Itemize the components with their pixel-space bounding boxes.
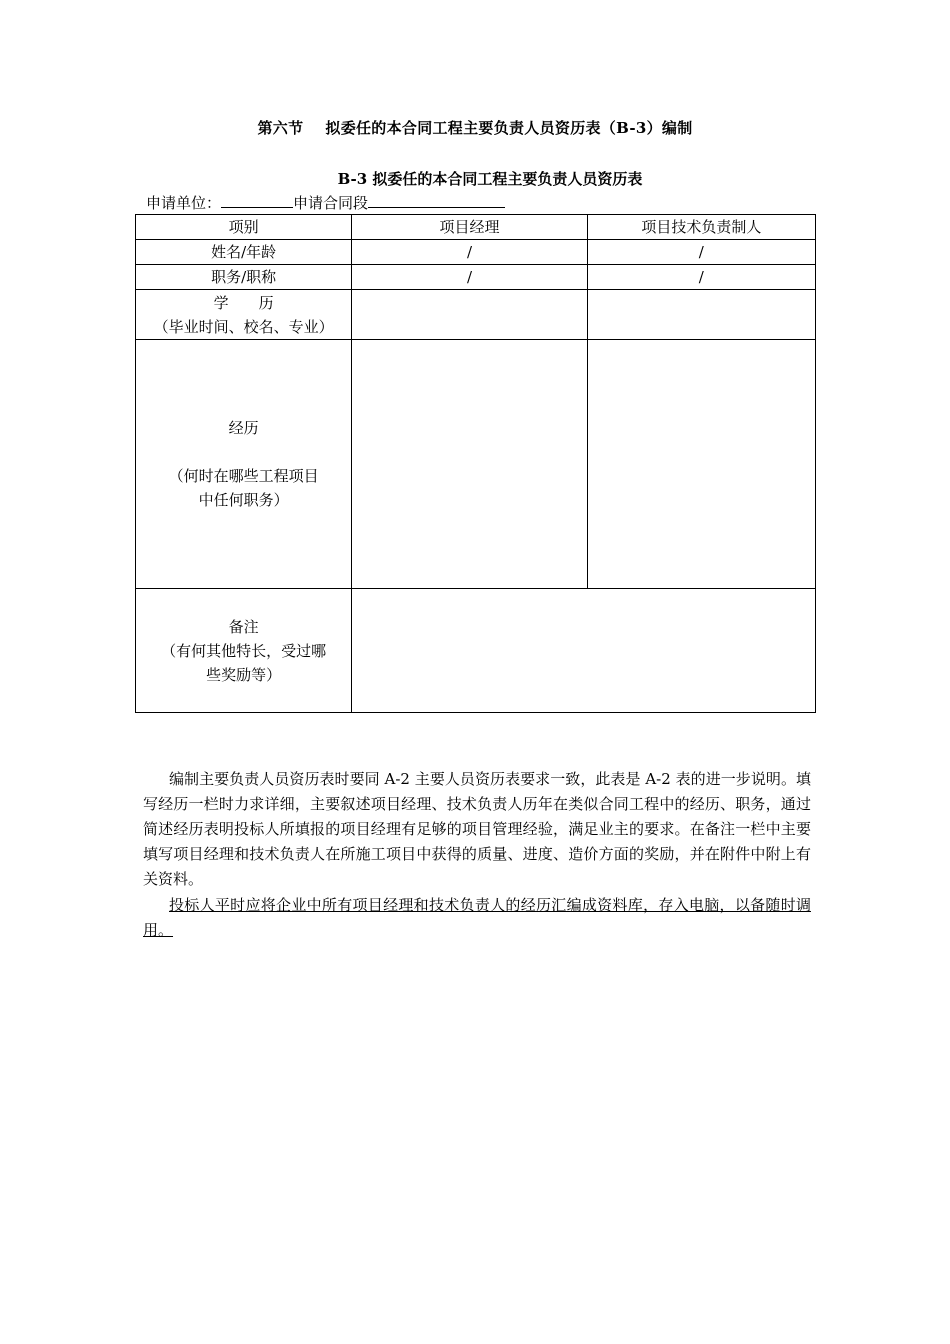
- cell-tl-education: [587, 290, 815, 340]
- cell-pm-experience: [352, 340, 587, 589]
- row-label-name-age: 姓名/年龄: [136, 240, 352, 265]
- instruction-paragraph: 编制主要负责人员资历表时要同 A-2 主要人员资历表要求一致，此表是 A-2 表的进一步说明。填写经历一栏时力求详细，主要叙述项目经理、技术负责人历年在类似合同工程中的经历、职务，通过简述经历表明投标人所填报的项目经理有足够的项目管理经验，满足业主的要求。在备注一栏中主要填写项目经理和技术负责人在所施工项目中获得的质量、进度、造价方面的奖励，并在附件中附上有关资料。: [143, 770, 811, 888]
- table-row: [136, 265, 816, 290]
- row-label-education: [136, 290, 352, 340]
- database-paragraph: 投标人平时应将企业中所有项目经理和技术负责人的经历汇编成资料库，存入电脑，以备随时调用。: [143, 896, 811, 939]
- row-label-position-title: 职务/职称: [136, 265, 352, 290]
- experience-note-line2: 中任何职务）: [198, 491, 289, 509]
- table-title: B-3 拟委任的本合同工程主要负责人员资历表: [337, 170, 643, 188]
- cell-tl-experience: [587, 340, 815, 589]
- remarks-label: 备注: [228, 617, 259, 636]
- table-header-row: [136, 215, 816, 240]
- table-row: [136, 240, 816, 265]
- remarks-note-line2: 些奖励等）: [206, 665, 282, 684]
- section-number: 第六节: [257, 119, 304, 137]
- cell-pm-position-title: /: [352, 265, 587, 290]
- cell-pm-name-age: /: [352, 240, 587, 265]
- resume-table: [135, 214, 816, 713]
- table-row-experience: [136, 340, 816, 589]
- section-heading: [0, 117, 950, 138]
- experience-label: 经历: [228, 419, 259, 437]
- cell-pm-education: [352, 290, 587, 340]
- header-technical-lead: 项目技术负责制人: [587, 215, 815, 240]
- remarks-note-line1: （有何其他特长，受过哪: [161, 641, 327, 660]
- header-category: 项别: [136, 215, 352, 240]
- contract-section-blank: [368, 195, 505, 208]
- applicant-line: [146, 192, 505, 213]
- cell-remarks-content: [352, 589, 816, 713]
- table-row-remarks: [136, 589, 816, 713]
- education-label: 学 历: [213, 293, 274, 312]
- experience-note-line1: （何时在哪些工程项目: [168, 467, 319, 485]
- cell-tl-name-age: /: [587, 240, 815, 265]
- row-label-experience: [136, 340, 352, 589]
- contract-section-label: 申请合同段: [293, 194, 369, 212]
- cell-tl-position-title: /: [587, 265, 815, 290]
- applicant-unit-label: 申请单位：: [146, 194, 222, 212]
- section-name: 拟委任的本合同工程主要负责人员资历表（B-3）编制: [325, 119, 693, 137]
- applicant-unit-blank: [221, 195, 293, 208]
- education-note: （毕业时间、校名、专业）: [153, 317, 334, 336]
- row-label-remarks: [136, 589, 352, 713]
- table-row-education: [136, 290, 816, 340]
- header-project-manager: 项目经理: [352, 215, 587, 240]
